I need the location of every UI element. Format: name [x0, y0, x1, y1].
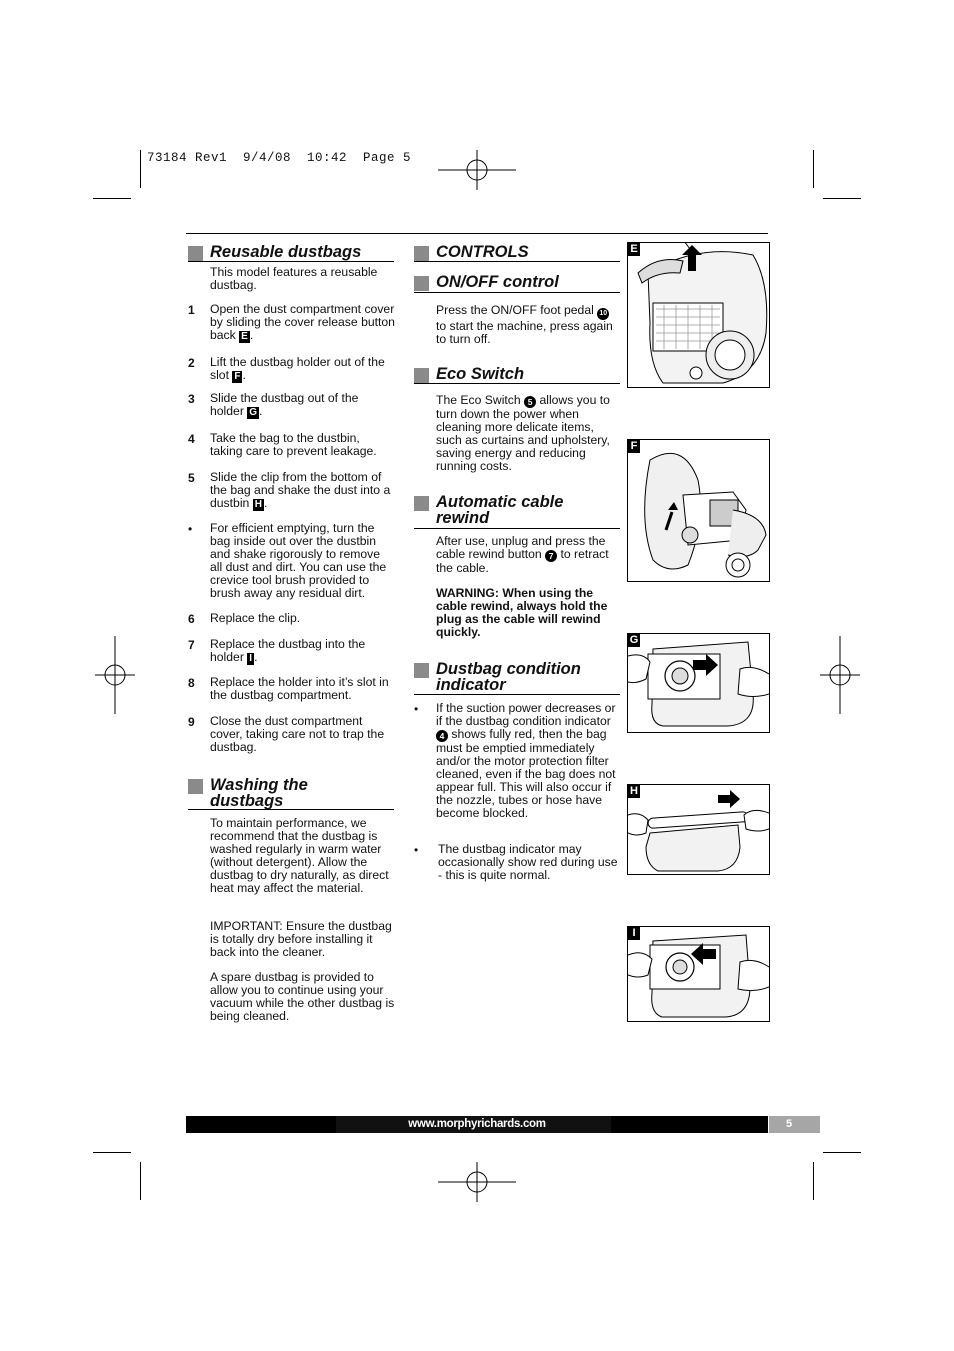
registration-mark-left — [93, 634, 137, 716]
heading-square-icon — [188, 246, 203, 261]
number-badge-10: 10 — [597, 308, 609, 320]
step-number: 3 — [188, 392, 195, 406]
figure-g — [627, 633, 770, 733]
step-text — [210, 676, 395, 702]
step-text-body: Replace the clip. — [210, 611, 301, 625]
crop-mark — [823, 198, 861, 199]
step-text: Open the dust compartment cover by sliding the cover release button back E . — [210, 302, 395, 342]
step-text — [210, 432, 395, 458]
step-text-body: For efficient emptying, turn the bag inside out over the dustbin and shake rigorously to remove all dust and dirt. You can use the crevice tool brush provided to brush away any residual dirt. — [210, 521, 387, 600]
indicator-text-post: shows fully red, then the bag must be emptied immediately and/or the motor protection filter cleaned, even if the bag does not appear full. This will also occur if the nozzle, tubes or hose have become blocked. — [436, 727, 616, 820]
section-heading-washing — [188, 776, 394, 810]
heading-square-icon — [414, 368, 429, 383]
figure-label-g: G — [629, 634, 639, 646]
crop-mark — [93, 1152, 131, 1153]
onoff-text-post: to start the machine, press again to turn off. — [436, 319, 613, 346]
heading-text-line-2: dustbags — [210, 792, 284, 810]
figure-reference-badge: I — [249, 653, 253, 664]
section-heading-onoff — [414, 274, 620, 292]
step-number: 2 — [188, 356, 195, 370]
figure-e — [627, 242, 770, 388]
cable-text-pre: After use, unplug and press the cable rewind button — [436, 534, 606, 561]
step-text — [210, 715, 395, 754]
step-text: Slide the dustbag out of the holder G . — [210, 391, 359, 418]
heading-square-icon — [188, 779, 203, 794]
figure-h — [627, 784, 770, 875]
heading-text: Reusable dustbags — [210, 243, 362, 261]
crop-mark — [813, 150, 814, 188]
footer-bar — [186, 1116, 768, 1133]
dustbag-removal-illustration — [628, 634, 769, 732]
onoff-text-pre: Press the ON/OFF foot pedal — [436, 303, 594, 317]
eco-text-post: allows you to turn down the power when cleaning more delicate items, such as curtains and upholstery, saving energy and reducing running costs. — [436, 393, 610, 473]
number-badge-7: 7 — [545, 550, 557, 562]
step-text — [210, 522, 395, 600]
bullet-dot: • — [188, 522, 193, 536]
figure-label-e: E — [628, 243, 640, 256]
figure-label-f: F — [628, 440, 640, 453]
vacuum-cover-illustration — [628, 243, 769, 387]
washing-paragraph-3: A spare dustbag is provided to allow you to continue using your vacuum while the other dustbag is being cleaned. — [210, 970, 395, 1023]
step-text: Lift the dustbag holder out of the slot F . — [210, 355, 385, 382]
figure-reference-badge: H — [254, 499, 262, 510]
step-text: Replace the dustbag into the holder I . — [210, 637, 366, 664]
figure-i — [627, 926, 770, 1022]
dustbag-insert-illustration — [628, 927, 769, 1021]
section-heading-dustbag-indicator — [414, 660, 620, 694]
heading-square-icon — [414, 276, 429, 291]
section-heading-controls — [414, 244, 620, 262]
crop-mark — [93, 198, 131, 199]
heading-text-line-1: Automatic cable — [436, 493, 564, 511]
heading-rule — [414, 383, 620, 384]
step-text-body: Slide the clip from the bottom of the bag and shake the dust into a dustbin — [210, 470, 391, 510]
number-badge-4: 4 — [436, 730, 448, 742]
dustbag-holder-illustration — [628, 440, 769, 581]
crop-mark — [813, 1162, 814, 1200]
heading-square-icon — [414, 496, 429, 511]
onoff-text — [436, 304, 621, 346]
cable-text — [436, 535, 618, 575]
step-text-body: Close the dust compartment cover, taking care not to trap the dustbag. — [210, 714, 385, 754]
step-number: 9 — [188, 715, 195, 729]
heading-text: ON/OFF control — [436, 273, 559, 291]
bullet-dot: • — [414, 702, 419, 716]
figure-f — [627, 439, 770, 582]
crop-mark — [823, 1152, 861, 1153]
figure-reference-badge: F — [234, 371, 241, 382]
heading-text: Eco Switch — [436, 365, 525, 383]
registration-mark-bottom — [436, 1160, 518, 1204]
step-number: 8 — [188, 676, 195, 690]
number-badge-5: 5 — [524, 396, 536, 408]
heading-square-icon — [414, 663, 429, 678]
washing-paragraph-2: IMPORTANT: Ensure the dustbag is totally dry before installing it back into the cleaner. — [210, 919, 392, 959]
step-text — [210, 612, 395, 625]
step-number: 5 — [188, 471, 195, 485]
page-number: 5 — [785, 1118, 793, 1130]
section-heading-eco — [414, 366, 620, 384]
cable-warning: WARNING: When using the cable rewind, always hold the plug as the cable will rewind quickly. — [436, 586, 608, 639]
step-number: 6 — [188, 612, 195, 626]
top-rule — [186, 233, 768, 234]
bullet-dot: • — [414, 843, 419, 857]
intro-text: This model features a reusable dustbag. — [210, 265, 378, 292]
registration-mark-right — [818, 634, 862, 716]
step-number: 1 — [188, 303, 195, 317]
heading-text-line-1: Dustbag condition — [436, 660, 581, 678]
print-slug: 73184 Rev1 9/4/08 10:42 Page 5 — [147, 151, 412, 165]
registration-mark-top — [436, 148, 518, 192]
footer-url[interactable]: www.morphyrichards.com — [408, 1118, 546, 1130]
heading-rule — [414, 694, 620, 695]
heading-text-line-2: rewind — [436, 509, 490, 527]
heading-text: CONTROLS — [436, 243, 529, 261]
heading-text-line-1: Washing the — [210, 776, 308, 794]
cable-text-post: to retract the cable. — [436, 547, 609, 575]
figure-label-i: I — [628, 927, 640, 940]
step-text: Slide the clip from the bottom of the bag and shake the dust into a dustbin H . — [210, 470, 391, 510]
step-text-body: Lift the dustbag holder out of the slot — [210, 355, 385, 382]
figure-reference-badge: E — [241, 331, 248, 342]
section-heading-reusable-dustbags — [188, 244, 394, 262]
step-number: 4 — [188, 432, 195, 446]
step-text-body: Replace the dustbag into the holder — [210, 637, 366, 664]
indicator-bullet-2: The dustbag indicator may occasionally show red during use - this is quite normal. — [438, 842, 618, 882]
indicator-text-pre: If the suction power decreases or if the dustbag condition indicator — [436, 701, 616, 728]
step-number: 7 — [188, 638, 195, 652]
heading-text-line-2: indicator — [436, 676, 506, 694]
heading-square-icon — [414, 246, 429, 261]
indicator-bullet-1 — [436, 702, 620, 820]
crop-mark — [140, 150, 141, 188]
figure-reference-badge: G — [249, 407, 258, 418]
section-heading-cable — [414, 493, 620, 527]
eco-text — [436, 394, 620, 473]
heading-rule — [188, 809, 394, 810]
heading-rule — [414, 528, 620, 529]
step-text-body: Replace the holder into it’s slot in the dustbag compartment. — [210, 675, 389, 702]
eco-text-pre: The Eco Switch — [436, 393, 521, 407]
figure-label-h: H — [628, 785, 640, 798]
heading-rule — [414, 292, 620, 293]
heading-rule — [188, 261, 394, 262]
step-text-body: Slide the dustbag out of the holder — [210, 391, 359, 418]
crop-mark — [140, 1162, 141, 1200]
page-number-box — [769, 1116, 820, 1133]
clip-slide-illustration — [628, 785, 769, 874]
step-text-body: Take the bag to the dustbin, taking care to prevent leakage. — [210, 431, 377, 458]
washing-paragraph-1: To maintain performance, we recommend that the dustbag is washed regularly in warm water (without detergent). Allow the dustbag to dry naturally, as direct heat may affect the material. — [210, 816, 389, 895]
heading-rule — [414, 261, 620, 262]
step-text-body: Open the dust compartment cover by sliding the cover release button back — [210, 302, 395, 342]
